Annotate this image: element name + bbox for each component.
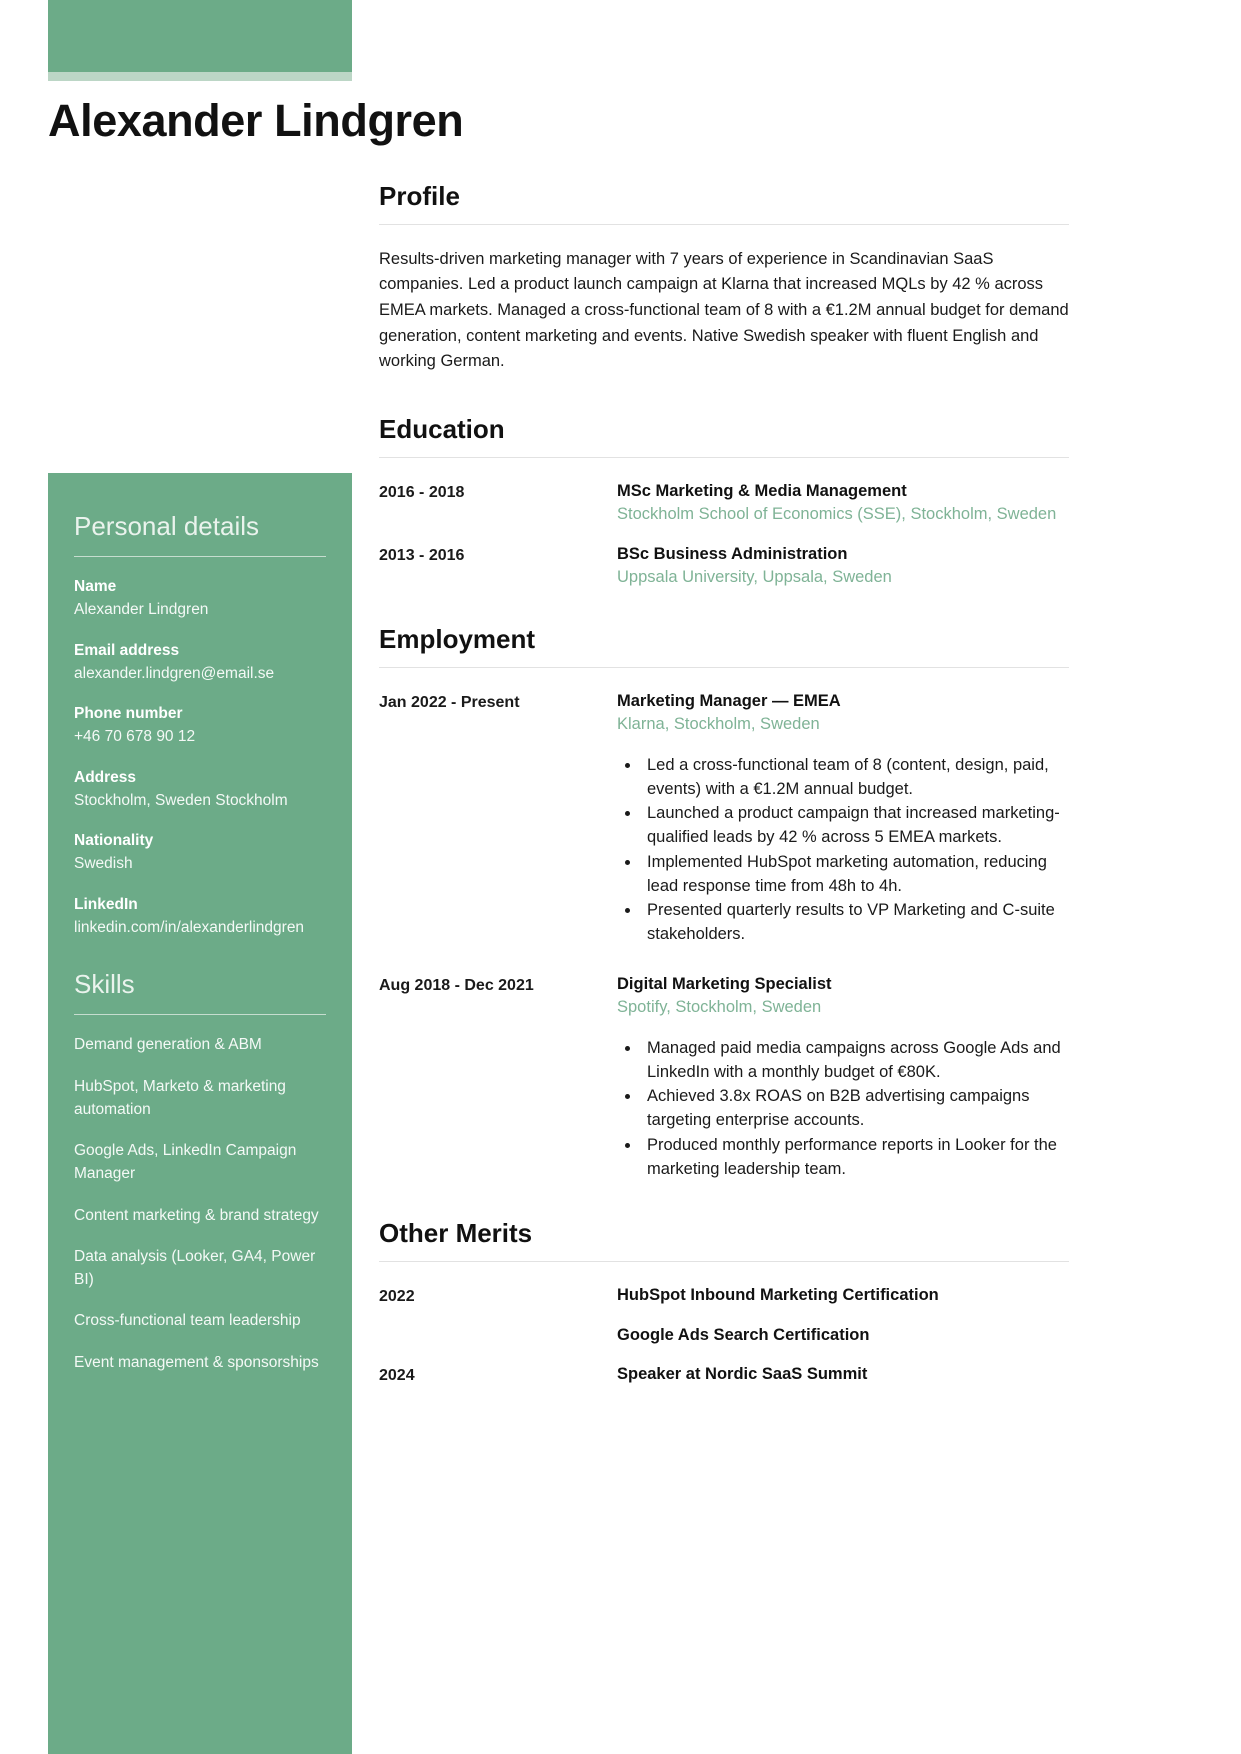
detail-value-phone[interactable]: +46 70 678 90 12 (74, 728, 196, 746)
detail-label-linkedin: LinkedIn (74, 895, 138, 913)
section-body-education (379, 458, 1069, 590)
employment-entry-title: Marketing Manager — EMEA (617, 691, 841, 710)
list-item: Event management & sponsorships (74, 1353, 319, 1371)
header-accent-block (48, 0, 352, 72)
merit-entry (379, 1284, 1069, 1308)
section-body-employment (379, 668, 1069, 1181)
section-profile (379, 180, 1069, 375)
list-item: Google Ads, LinkedIn Campaign Manager (74, 1142, 297, 1183)
employment-entry-company: Klarna, Stockholm, Sweden (617, 715, 820, 734)
list-item: • Launched a product campaign that increased marketing-qualified leads by 42 % across 5 EMEA markets. (641, 801, 1069, 850)
list-item: HubSpot, Marketo & marketing automation (74, 1077, 286, 1118)
merit-entry (379, 1363, 1069, 1387)
section-education (379, 413, 1069, 589)
employment-entry (379, 690, 1069, 947)
education-entry-date: 2013 - 2016 (379, 546, 465, 564)
employment-entry-bullets (617, 753, 1069, 947)
education-entry-date: 2016 - 2018 (379, 483, 465, 501)
merit-entry-title: HubSpot Inbound Marketing Certification (617, 1285, 939, 1304)
education-entry (379, 543, 1069, 590)
education-entry (379, 480, 1069, 527)
section-heading-other-merits: Other Merits (379, 1218, 533, 1249)
main-content (379, 180, 1069, 1391)
section-heading-employment: Employment (379, 624, 536, 655)
list-item: • Presented quarterly results to VP Marketing and C-suite stakeholders. (641, 898, 1069, 947)
section-other-merits (379, 1217, 1069, 1387)
employment-entry-main (617, 690, 1069, 947)
header-accent-underbar (48, 72, 352, 81)
page-title: Alexander Lindgren (48, 95, 464, 146)
detail-name (74, 575, 326, 622)
detail-value-nationality: Swedish (74, 855, 133, 873)
detail-value-name: Alexander Lindgren (74, 601, 209, 619)
detail-value-address: Stockholm, Sweden Stockholm (74, 791, 288, 809)
detail-email (74, 639, 326, 686)
merit-entry-date: 2024 (379, 1367, 415, 1385)
section-employment (379, 623, 1069, 1181)
list-item: • Produced monthly performance reports in Looker for the marketing leadership team. (641, 1133, 1069, 1182)
employment-entry-date: Jan 2022 - Present (379, 693, 520, 711)
employment-entry-date: Aug 2018 - Dec 2021 (379, 976, 534, 994)
section-heading-education: Education (379, 414, 505, 445)
education-entry-title: BSc Business Administration (617, 544, 848, 563)
detail-label-nationality: Nationality (74, 832, 154, 850)
merit-entry-main (617, 1363, 1069, 1386)
list-item: Demand generation & ABM (74, 1036, 262, 1054)
list-item: Cross-functional team leadership (74, 1312, 301, 1330)
education-entry-institution: Stockholm School of Economics (SSE), Stockholm, Sweden (617, 505, 1057, 524)
employment-entry (379, 973, 1069, 1181)
employment-entry-company: Spotify, Stockholm, Sweden (617, 998, 822, 1017)
detail-nationality (74, 829, 326, 876)
detail-label-phone: Phone number (74, 705, 183, 723)
education-entry-main (617, 480, 1069, 527)
list-item: • Implemented HubSpot marketing automation, reducing lead response time from 48h to 4h. (641, 850, 1069, 899)
detail-value-email[interactable]: alexander.lindgren@email.se (74, 664, 275, 682)
education-entry-main (617, 543, 1069, 590)
detail-phone (74, 702, 326, 749)
merit-entry-date (379, 1324, 617, 1325)
detail-value-linkedin[interactable]: linkedin.com/in/alexanderlindgren (74, 918, 305, 936)
detail-linkedin (74, 893, 326, 940)
detail-label-name: Name (74, 578, 117, 596)
employment-entry-title: Digital Marketing Specialist (617, 974, 832, 993)
education-entry-institution: Uppsala University, Uppsala, Sweden (617, 567, 892, 586)
list-item: • Managed paid media campaigns across Google Ads and LinkedIn with a monthly budget of €80K. (641, 1036, 1069, 1085)
list-item: • Led a cross-functional team of 8 (content, design, paid, events) with a €1.2M annual budget. (641, 753, 1069, 802)
sidebar-divider-skills (74, 1014, 326, 1015)
list-item: Content marketing & brand strategy (74, 1206, 319, 1224)
merit-entry-main (617, 1324, 1069, 1347)
profile-summary-text: Results-driven marketing manager with 7 years of experience in Scandinavian SaaS companies. Led a product launch campaign at Klarna that increased MQLs by 42 % across EMEA markets. Managed a cross-functional team of 8 with a €1.2M annual budget for demand generation, content marketing and events. Native Swedish speaker with fluent English and working German. (379, 249, 1069, 371)
sidebar-heading-personal-details: Personal details (74, 511, 259, 541)
detail-label-email: Email address (74, 641, 180, 659)
section-body-other-merits (379, 1262, 1069, 1388)
detail-address (74, 766, 326, 813)
sidebar-heading-skills: Skills (74, 969, 135, 1000)
section-body-profile (379, 225, 1069, 376)
detail-label-address: Address (74, 768, 137, 786)
sidebar-skills-section (74, 969, 326, 1374)
sidebar (48, 473, 352, 1754)
merit-entry-date: 2022 (379, 1287, 415, 1305)
sidebar-divider-personal (74, 556, 326, 557)
employment-entry-bullets (617, 1036, 1069, 1182)
list-item: Data analysis (Looker, GA4, Power BI) (74, 1247, 316, 1289)
section-heading-profile: Profile (379, 181, 460, 211)
merit-entry-title: Speaker at Nordic SaaS Summit (617, 1365, 868, 1384)
merit-entry-title: Google Ads Search Certification (617, 1325, 870, 1344)
education-entry-title: MSc Marketing & Media Management (617, 481, 907, 500)
merit-entry (379, 1324, 1069, 1347)
merit-entry-main (617, 1284, 1069, 1307)
list-item: • Achieved 3.8x ROAS on B2B advertising campaigns targeting enterprise accounts. (641, 1084, 1069, 1133)
employment-entry-main (617, 973, 1069, 1181)
